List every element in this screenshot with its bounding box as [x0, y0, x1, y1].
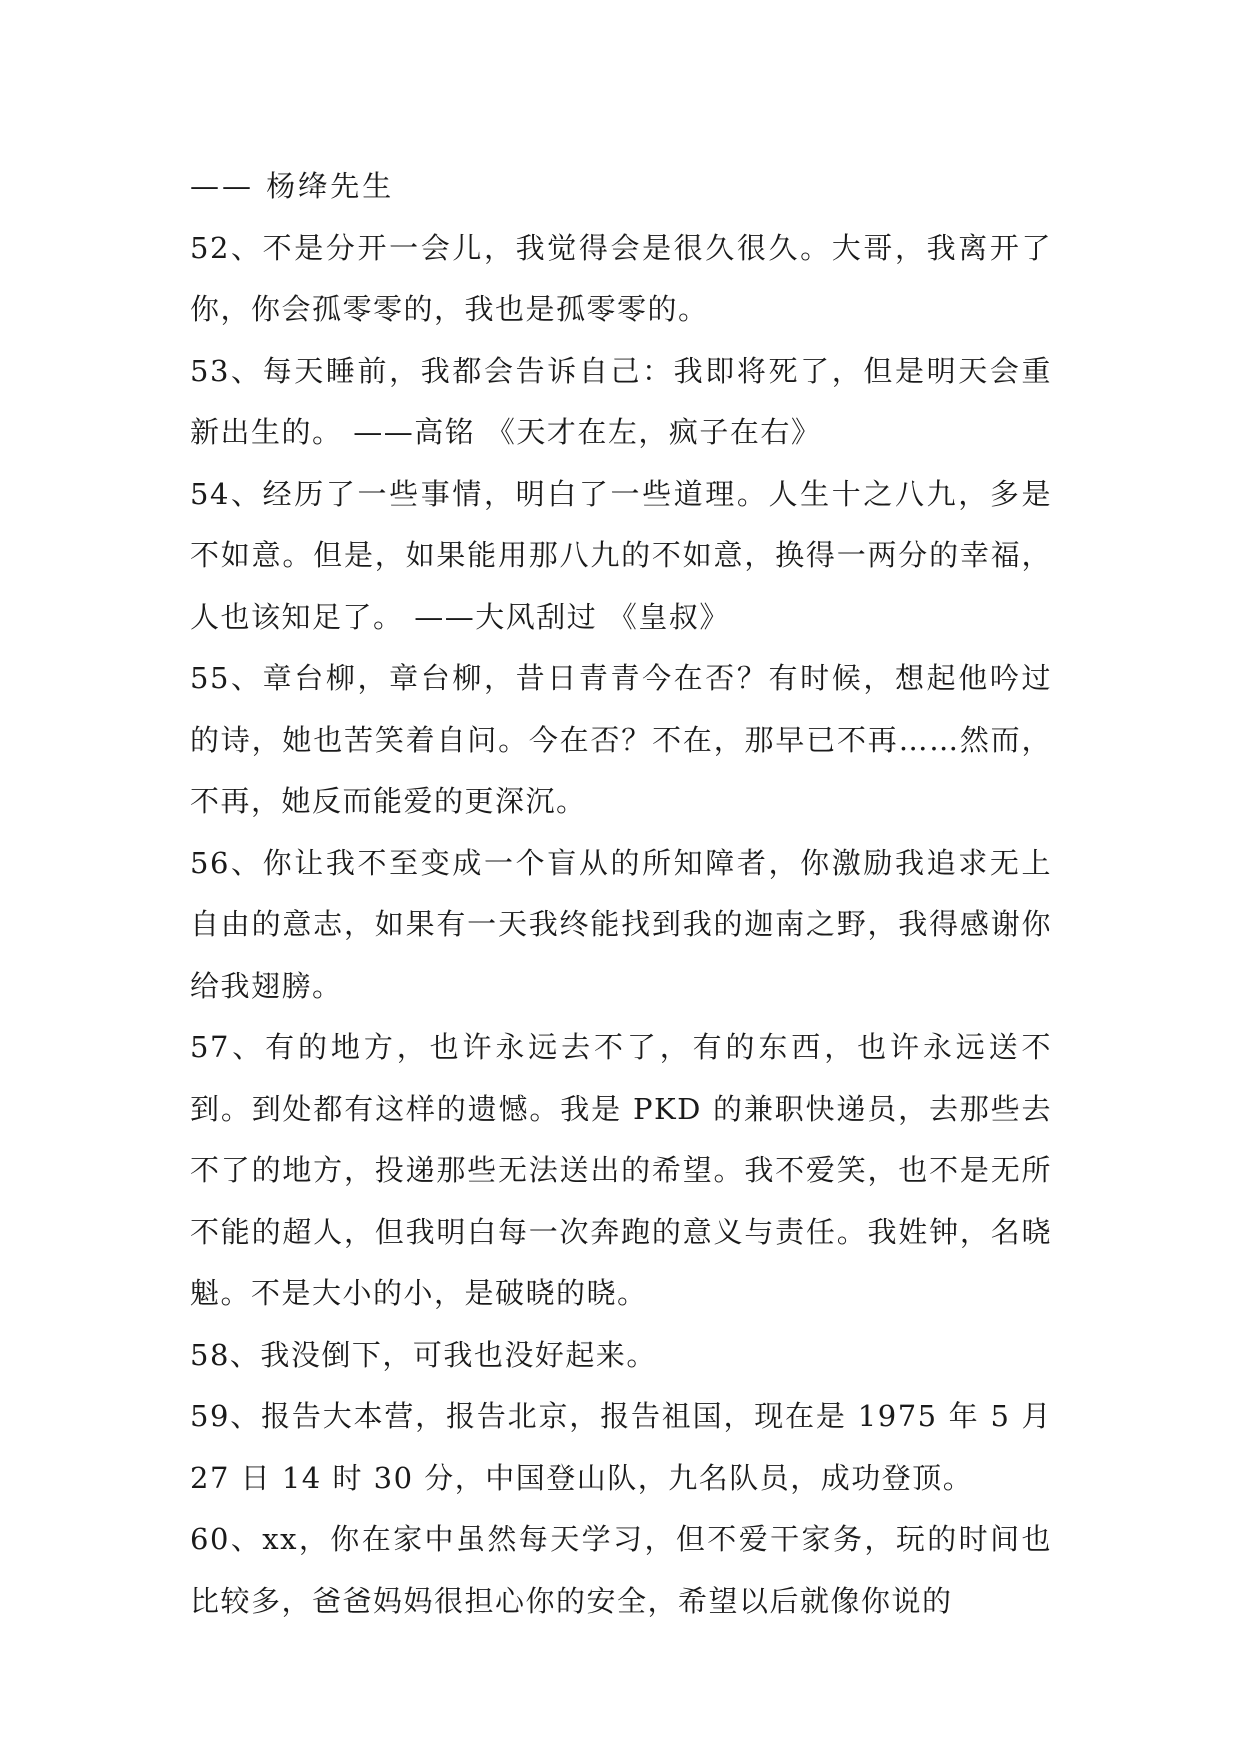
- document-body: [190, 156, 1052, 1632]
- quote-paragraph-59: 59、报告大本营，报告北京，报告祖国，现在是 1975 年 5 月 27 日 14 时 30 分，中国登山队，九名队员，成功登顶。: [190, 1399, 1052, 1495]
- quote-paragraph-54: 54、经历了一些事情，明白了一些道理。人生十之八九，多是不如意。但是，如果能用那八九的不如意，换得一两分的幸福，人也该知足了。 ——大风刮过 《皇叔》: [190, 476, 1052, 634]
- quote-paragraph-57: 57、有的地方，也许永远去不了，有的东西，也许永远送不到。到处都有这样的遗憾。我是 PKD 的兼职快递员，去那些去不了的地方，投递那些无法送出的希望。我不爱笑，也不是无所不能的超人，但我明白每一次奔跑的意义与责任。我姓钟，名晓魁。不是大小的小，是破晓的晓。: [190, 1030, 1052, 1310]
- quote-paragraph-58: 58、我没倒下，可我也没好起来。: [190, 1337, 657, 1372]
- quote-paragraph-53: 53、每天睡前，我都会告诉自己：我即将死了，但是明天会重新出生的。 ——高铭 《天才在左，疯子在右》: [190, 353, 1052, 449]
- quote-paragraph-52: 52、不是分开一会儿，我觉得会是很久很久。大哥，我离开了你，你会孤零零的，我也是孤零零的。: [190, 230, 1052, 326]
- quote-paragraph-60: 60、xx，你在家中虽然每天学习，但不爱干家务，玩的时间也比较多，爸爸妈妈很担心你的安全，希望以后就像你说的: [190, 1522, 1052, 1618]
- quote-paragraph-55: 55、章台柳，章台柳，昔日青青今在否？有时候，想起他吟过的诗，她也苦笑着自问。今在否？不在，那早已不再……然而，不再，她反而能爱的更深沉。: [190, 661, 1052, 818]
- quote-paragraph-56: 56、你让我不至变成一个盲从的所知障者，你激励我追求无上自由的意志，如果有一天我终能找到我的迦南之野，我得感谢你给我翅膀。: [190, 845, 1052, 1003]
- quote-attribution: —— 杨绛先生: [190, 169, 395, 203]
